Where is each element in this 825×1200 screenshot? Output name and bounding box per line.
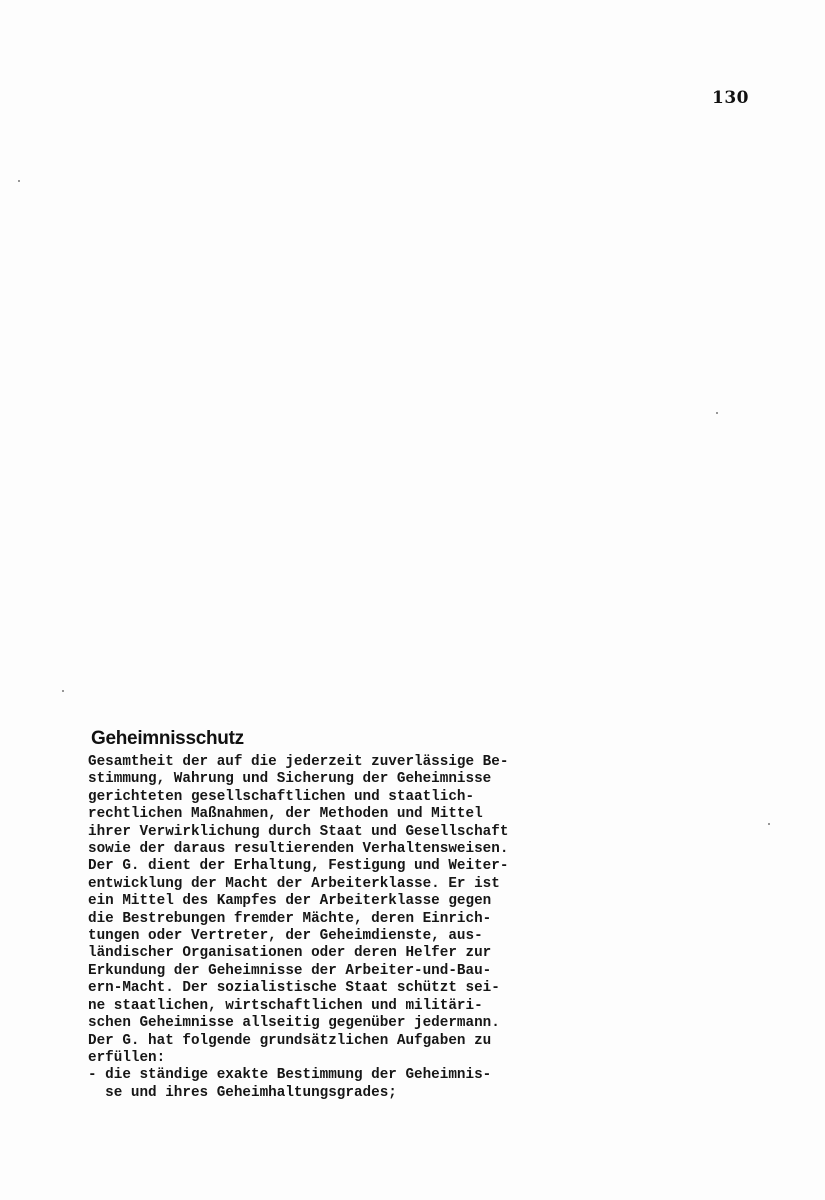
entry-line: schen Geheimnisse allseitig gegenüber jedermann. [88, 1015, 500, 1032]
page-number: 130 [712, 88, 749, 108]
entry-line: sowie der daraus resultierenden Verhaltensweisen. [88, 841, 509, 858]
entry-line: - die ständige exakte Bestimmung der Geheimnis- [88, 1067, 492, 1084]
glossary-entry [88, 728, 608, 1102]
entry-line: gerichteten gesellschaftlichen und staatlich- [88, 788, 475, 805]
entry-line: ihrer Verwirklichung durch Staat und Gesellschaft [88, 823, 509, 840]
entry-title: Geheimnisschutz [91, 728, 244, 749]
entry-line: ern-Macht. Der sozialistische Staat schützt sei- [88, 980, 500, 997]
entry-line: ne staatlichen, wirtschaftlichen und militäri- [88, 997, 483, 1014]
scan-speck [18, 180, 20, 182]
entry-line: Der G. hat folgende grundsätzlichen Aufgaben zu [88, 1032, 492, 1049]
scan-speck [62, 690, 64, 692]
scan-speck [768, 823, 770, 825]
entry-line: stimmung, Wahrung und Sicherung der Geheimnisse [88, 771, 492, 788]
entry-line: entwicklung der Macht der Arbeiterklasse. Er ist [88, 875, 500, 892]
scan-speck [716, 412, 718, 414]
entry-line: erfüllen: [88, 1049, 166, 1066]
entry-line: ländischer Organisationen oder deren Helfer zur [88, 945, 492, 962]
entry-line: Erkundung der Geheimnisse der Arbeiter-und-Bau- [88, 962, 492, 979]
entry-line: tungen oder Vertreter, der Geheimdienste, aus- [88, 928, 483, 945]
entry-line: ein Mittel des Kampfes der Arbeiterklasse gegen [88, 893, 492, 910]
entry-line: se und ihres Geheimhaltungsgrades; [88, 1084, 397, 1101]
entry-line: Der G. dient der Erhaltung, Festigung und Weiter- [88, 858, 509, 875]
entry-line: die Bestrebungen fremder Mächte, deren Einrich- [88, 910, 492, 927]
entry-body [88, 754, 608, 1102]
entry-line: rechtlichen Maßnahmen, der Methoden und Mittel [88, 806, 483, 823]
entry-line: Gesamtheit der auf die jederzeit zuverlässige Be- [88, 754, 509, 770]
